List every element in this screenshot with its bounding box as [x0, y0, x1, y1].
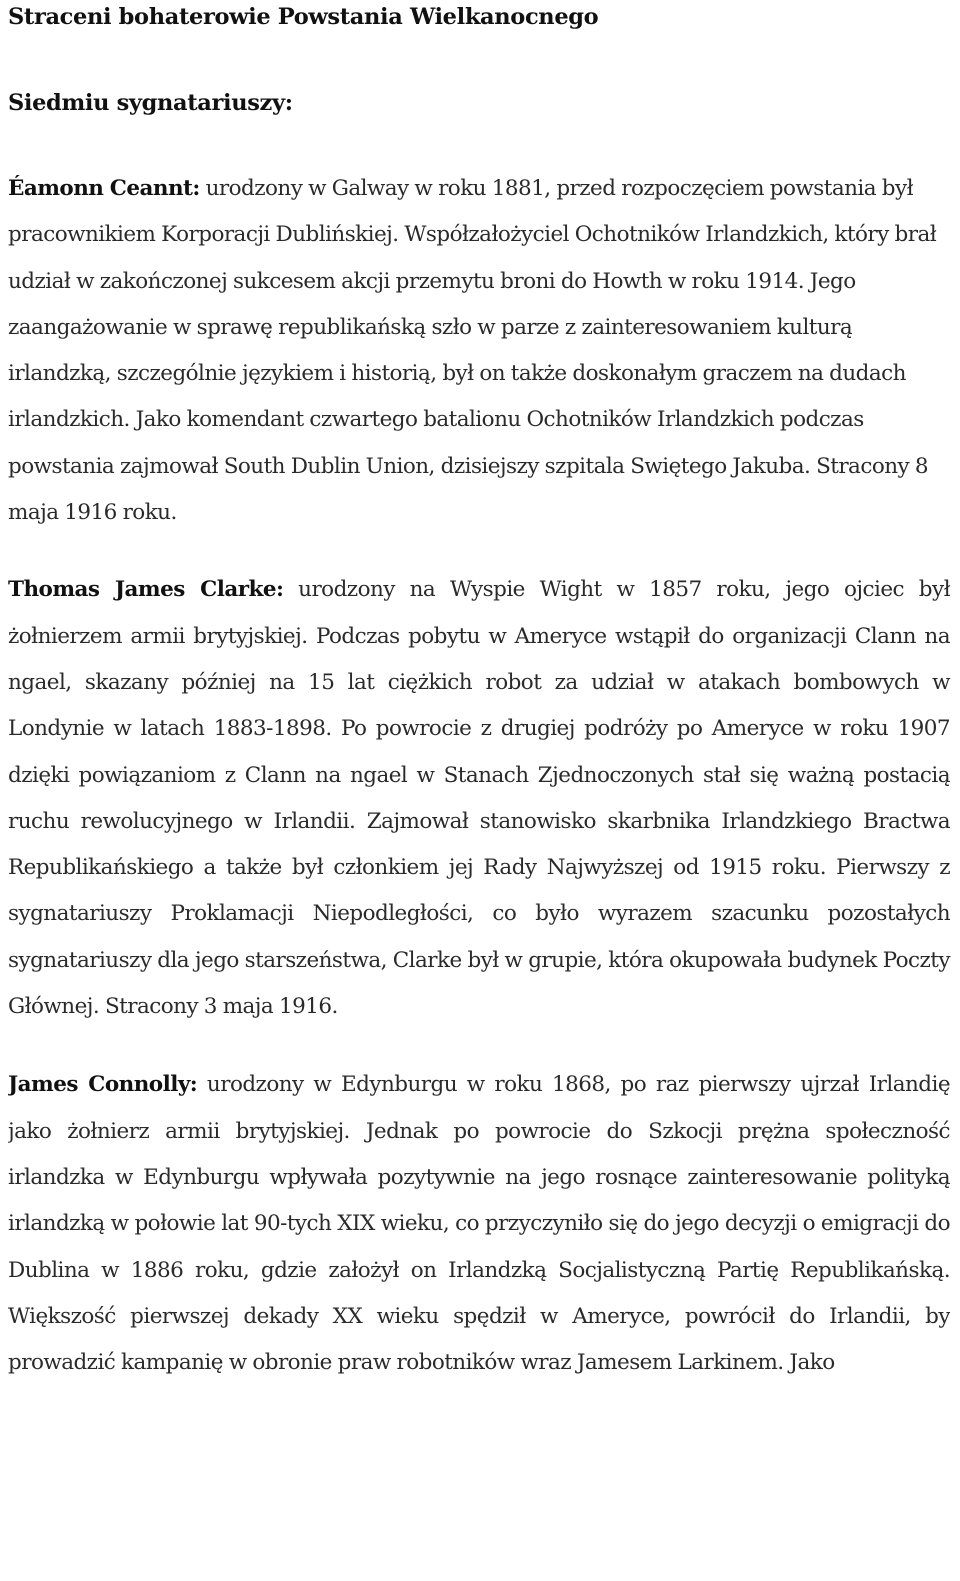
bio-name: Éamonn Ceannt:: [8, 176, 200, 201]
bio-text: urodzony w Edynburgu w roku 1868, po raz pierwszy ujrzał Irlandię jako żołnierz armii brytyjskiej. Jednak po powrocie do Szkocji prężna społeczność irlandzka w Edynburgu wpływała pozytywnie na jego rosnące zainteresowanie polityką irlandzką w połowie lat 90-tych XIX wieku, co przyczyniło się do jego decyzji o emigracji do Dublina w 1886 roku, gdzie założył on Irlandzką Socjalistyczną Partię Republikańską. Większość pierwszej dekady XX wieku spędził w Ameryce, powrócił do Irlandii, by prowadzić kampanię w obronie praw robotników wraz Jamesem Larkinem. Jako: [8, 1072, 950, 1376]
bio-text: urodzony na Wyspie Wight w 1857 roku, jego ojciec był żołnierzem armii brytyjskiej. Podczas pobytu w Ameryce wstąpił do organizacji Clann na ngael, skazany później na 15 lat ciężkich robot za udział w atakach bombowych w Londynie w latach 1883-1898. Po powrocie z drugiej podróży po Ameryce w roku 1907 dzięki powiązaniom z Clann na ngael w Stanach Zjednoczonych stał się ważną postacią ruchu rewolucyjnego w Irlandii. Zajmował stanowisko skarbnika Irlandzkiego Bractwa Republikańskiego a także był członkiem jej Rady Najwyższej od 1915 roku. Pierwszy z sygnatariuszy Proklamacji Niepodległości, co było wyrazem szacunku pozostałych sygnatariuszy dla jego starszeństwa, Clarke był w grupie, która okupowała budynek Poczty Głównej. Stracony 3 maja 1916.: [8, 577, 950, 1020]
document-title: Straceni bohaterowie Powstania Wielkanocnego: [8, 4, 599, 30]
bio-paragraph-clarke: [8, 567, 950, 1030]
bio-name: Thomas James Clarke:: [8, 577, 284, 603]
document-page: [8, 0, 950, 1459]
bio-paragraph-connolly: [8, 1062, 950, 1459]
bio-paragraph-ceannt: [8, 166, 950, 536]
bio-name: James Connolly:: [8, 1072, 198, 1098]
bio-text: urodzony w Galway w roku 1881, przed rozpoczęciem powstania był pracownikiem Korporacji Dublińskiej. Współzałożyciel Ochotników Irlandzkich, który brał udział w zakończonej sukcesem akcji przemytu broni do Howth w roku 1914. Jego zaangażowanie w sprawę republikańską szło w parze z zainteresowaniem kulturą irlandzką, szczególnie językiem i historią, był on także doskonałym graczem na dudach irlandzkich. Jako komendant czwartego batalionu Ochotników Irlandzkich podczas powstania zajmował South Dublin Union, dzisiejszy szpitala Swiętego Jakuba. Stracony 8 maja 1916 roku.: [8, 176, 937, 526]
section-heading: Siedmiu sygnatariuszy:: [8, 90, 293, 116]
